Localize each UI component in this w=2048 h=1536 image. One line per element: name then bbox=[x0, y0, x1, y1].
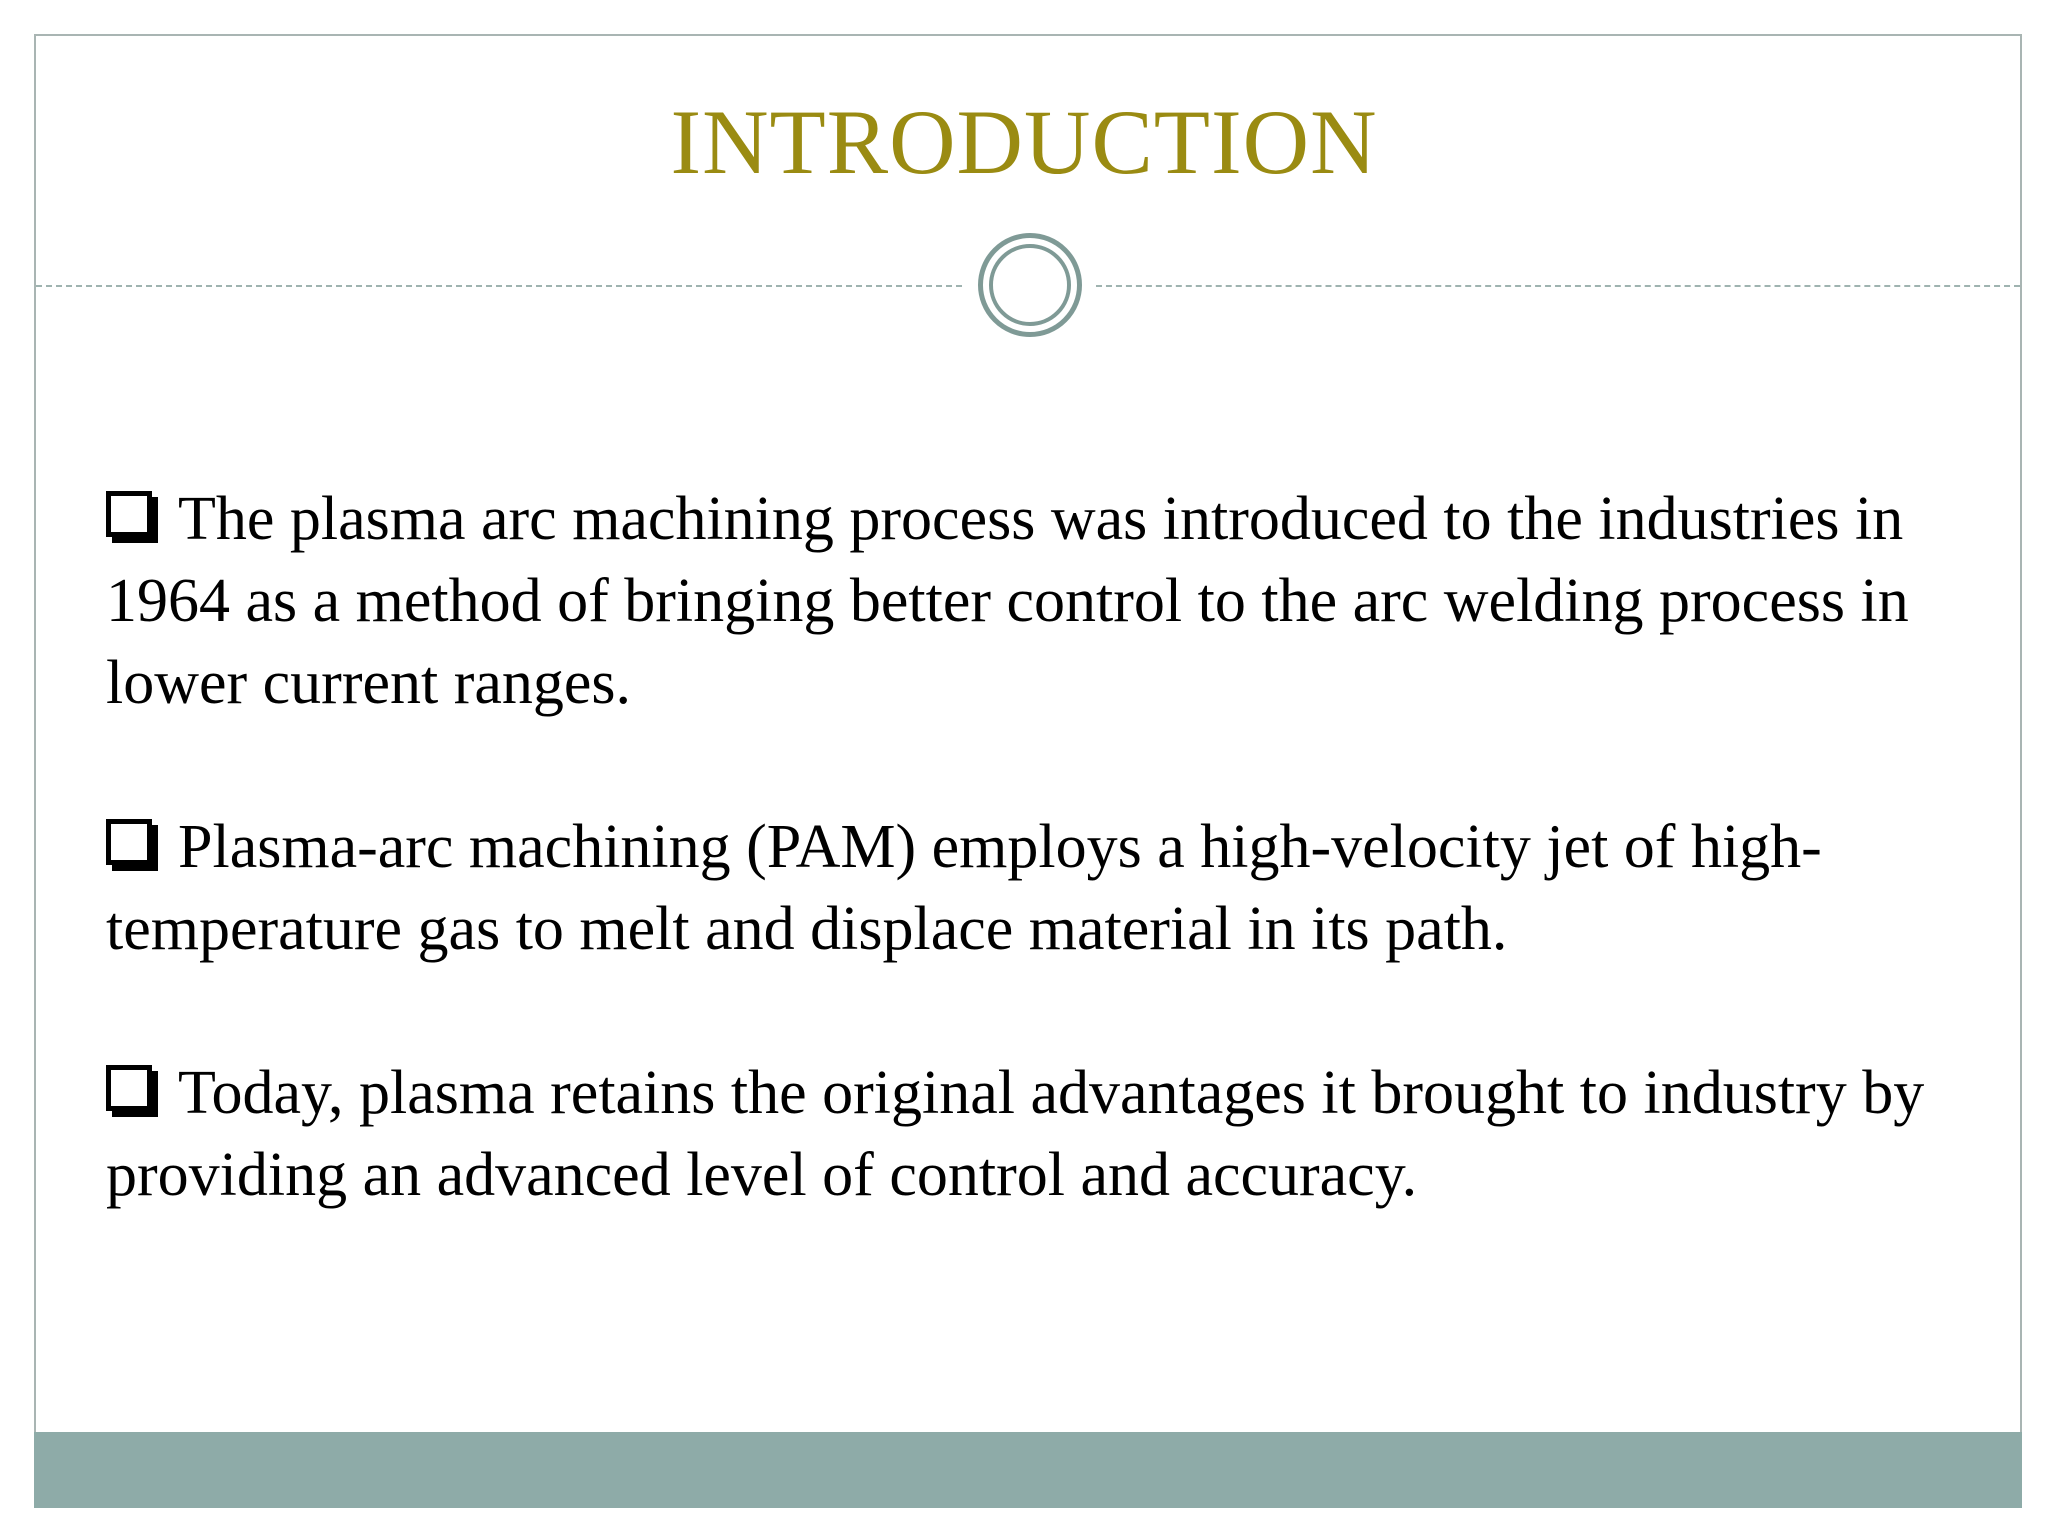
title-divider-right bbox=[1096, 285, 2020, 287]
bullet-item bbox=[106, 806, 2026, 970]
bullet-text: Plasma-arc machining (PAM) employs a high-velocity jet of high-temperature gas to melt and displace material in its path. bbox=[106, 813, 1822, 963]
checkbox-icon bbox=[106, 819, 152, 865]
bullet-text: The plasma arc machining process was introduced to the industries in 1964 as a method of bringing better control to the arc welding process in lower current ranges. bbox=[106, 485, 1909, 717]
bullet-item bbox=[106, 1052, 2026, 1216]
checkbox-icon bbox=[106, 491, 152, 537]
bullet-item bbox=[106, 478, 2026, 724]
bullet-list bbox=[106, 478, 2026, 1298]
checkbox-icon bbox=[106, 1065, 152, 1111]
bullet-text: Today, plasma retains the original advantages it brought to industry by providing an advanced level of control and accuracy. bbox=[106, 1059, 1925, 1209]
title-divider-left bbox=[36, 285, 962, 287]
footer-bar bbox=[34, 1432, 2022, 1508]
slide-title: INTRODUCTION bbox=[670, 91, 1378, 193]
circle-ornament-icon bbox=[978, 233, 1082, 337]
